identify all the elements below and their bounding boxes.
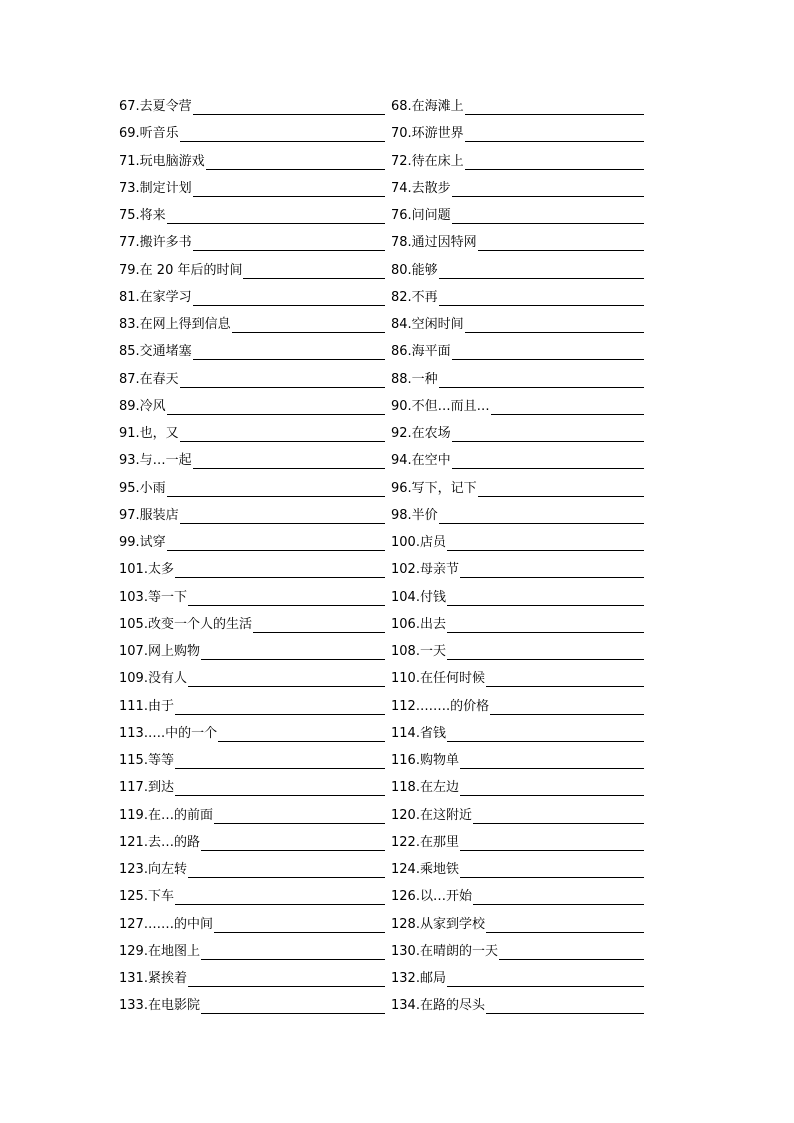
vocab-prompt: 77.搬许多书 bbox=[119, 235, 192, 251]
vocab-item-left bbox=[119, 313, 385, 333]
worksheet-row bbox=[0, 259, 794, 286]
vocab-prompt: 114.省钱 bbox=[391, 725, 446, 741]
answer-blank[interactable] bbox=[167, 483, 385, 497]
vocab-prompt: 79.在 20 年后的时间 bbox=[119, 262, 243, 278]
answer-blank[interactable] bbox=[175, 782, 385, 796]
vocab-prompt: 86.海平面 bbox=[391, 344, 451, 360]
worksheet-row bbox=[0, 940, 794, 967]
answer-blank[interactable] bbox=[499, 946, 644, 960]
vocab-item-left bbox=[119, 204, 385, 224]
vocab-item-left bbox=[119, 695, 385, 715]
vocab-prompt: 107.网上购物 bbox=[119, 644, 200, 659]
vocab-prompt: 73.制定计划 bbox=[119, 180, 192, 196]
vocab-prompt: 130.在晴朗的一天 bbox=[391, 943, 498, 959]
answer-blank[interactable] bbox=[167, 401, 385, 415]
answer-blank[interactable] bbox=[180, 510, 385, 524]
answer-blank[interactable] bbox=[447, 592, 644, 606]
answer-blank[interactable] bbox=[180, 128, 385, 142]
answer-blank[interactable] bbox=[175, 891, 385, 905]
vocab-item-left bbox=[119, 395, 385, 415]
answer-blank[interactable] bbox=[447, 728, 644, 742]
vocab-prompt: 133.在电影院 bbox=[119, 998, 200, 1014]
vocab-item-right bbox=[391, 177, 644, 197]
vocab-prompt: 95.小雨 bbox=[119, 480, 166, 496]
vocab-prompt: 119.在…的前面 bbox=[119, 807, 213, 823]
worksheet-row bbox=[0, 286, 794, 313]
worksheet-row bbox=[0, 667, 794, 694]
vocab-item-left bbox=[119, 885, 385, 905]
vocab-prompt: 101.太多 bbox=[119, 562, 174, 578]
vocab-prompt: 94.在空中 bbox=[391, 453, 451, 469]
vocab-item-right bbox=[391, 122, 644, 142]
answer-blank[interactable] bbox=[193, 455, 385, 469]
vocab-prompt: 83.在网上得到信息 bbox=[119, 317, 231, 332]
vocab-item-left bbox=[119, 831, 385, 851]
vocab-item-left bbox=[119, 231, 385, 251]
answer-blank[interactable] bbox=[447, 619, 644, 633]
vocab-prompt: 78.通过因特网 bbox=[391, 235, 477, 251]
vocab-prompt: 75.将来 bbox=[119, 208, 166, 223]
vocab-prompt: 116.购物单 bbox=[391, 753, 459, 768]
answer-blank[interactable] bbox=[465, 101, 644, 115]
vocab-prompt: 105.改变一个人的生活 bbox=[119, 616, 252, 632]
vocab-prompt: 134.在路的尽头 bbox=[391, 998, 485, 1014]
vocab-item-left bbox=[119, 749, 385, 769]
answer-blank[interactable] bbox=[486, 1000, 644, 1014]
vocab-item-right bbox=[391, 722, 644, 742]
vocab-item-right bbox=[391, 395, 644, 415]
answer-blank[interactable] bbox=[201, 1000, 385, 1014]
vocab-item-right bbox=[391, 913, 644, 933]
vocab-item-right bbox=[391, 422, 644, 442]
answer-blank[interactable] bbox=[486, 673, 644, 687]
vocab-prompt: 110.在任何时候 bbox=[391, 671, 485, 687]
vocab-prompt: 131.紧挨着 bbox=[119, 971, 187, 986]
vocab-item-right bbox=[391, 776, 644, 796]
vocab-prompt: 124.乘地铁 bbox=[391, 862, 459, 877]
answer-blank[interactable] bbox=[460, 755, 644, 769]
answer-blank[interactable] bbox=[188, 673, 385, 687]
vocab-prompt: 100.店员 bbox=[391, 535, 446, 550]
vocab-item-right bbox=[391, 286, 644, 306]
vocab-prompt: 74.去散步 bbox=[391, 180, 451, 196]
vocab-prompt: 69.听音乐 bbox=[119, 126, 179, 142]
vocab-item-left bbox=[119, 804, 385, 824]
vocab-prompt: 129.在地图上 bbox=[119, 943, 200, 959]
vocab-prompt: 127.……的中间 bbox=[119, 916, 213, 932]
answer-blank[interactable] bbox=[206, 156, 385, 170]
vocab-item-left bbox=[119, 858, 385, 878]
worksheet-row bbox=[0, 695, 794, 722]
worksheet-row bbox=[0, 177, 794, 204]
vocab-item-right bbox=[391, 259, 644, 279]
vocab-item-right bbox=[391, 749, 644, 769]
answer-blank[interactable] bbox=[465, 156, 644, 170]
vocab-prompt: 104.付钱 bbox=[391, 589, 446, 605]
answer-blank[interactable] bbox=[439, 374, 644, 388]
vocab-item-left bbox=[119, 776, 385, 796]
vocab-item-right bbox=[391, 640, 644, 660]
answer-blank[interactable] bbox=[447, 973, 644, 987]
worksheet-row bbox=[0, 613, 794, 640]
answer-blank[interactable] bbox=[473, 891, 644, 905]
answer-blank[interactable] bbox=[232, 319, 385, 333]
vocab-item-left bbox=[119, 967, 385, 987]
vocab-item-right bbox=[391, 504, 644, 524]
vocab-item-right bbox=[391, 831, 644, 851]
answer-blank[interactable] bbox=[201, 646, 385, 660]
vocab-item-right bbox=[391, 885, 644, 905]
vocab-prompt: 109.没有人 bbox=[119, 671, 187, 687]
worksheet-row bbox=[0, 994, 794, 1021]
vocab-prompt: 111.由于 bbox=[119, 698, 174, 714]
worksheet-row bbox=[0, 858, 794, 885]
answer-blank[interactable] bbox=[465, 319, 644, 333]
worksheet-row bbox=[0, 640, 794, 667]
vocab-prompt: 102.母亲节 bbox=[391, 562, 459, 578]
vocab-item-right bbox=[391, 858, 644, 878]
vocab-prompt: 72.待在床上 bbox=[391, 153, 464, 169]
vocab-prompt: 106.出去 bbox=[391, 616, 446, 632]
worksheet-row bbox=[0, 150, 794, 177]
vocab-prompt: 71.玩电脑游戏 bbox=[119, 153, 205, 169]
worksheet-row bbox=[0, 340, 794, 367]
vocab-prompt: 96.写下，记下 bbox=[391, 480, 477, 496]
answer-blank[interactable] bbox=[188, 864, 385, 878]
vocab-prompt: 84.空闲时间 bbox=[391, 317, 464, 332]
answer-blank[interactable] bbox=[491, 401, 644, 415]
answer-blank[interactable] bbox=[447, 537, 644, 551]
vocab-item-right bbox=[391, 558, 644, 578]
vocab-item-left bbox=[119, 558, 385, 578]
vocab-item-left bbox=[119, 368, 385, 388]
vocab-prompt: 93.与…一起 bbox=[119, 453, 192, 469]
worksheet-row bbox=[0, 967, 794, 994]
vocab-item-right bbox=[391, 695, 644, 715]
answer-blank[interactable] bbox=[253, 619, 385, 633]
answer-blank[interactable] bbox=[193, 346, 385, 360]
vocab-item-right bbox=[391, 667, 644, 687]
vocab-prompt: 82.不再 bbox=[391, 289, 438, 305]
answer-blank[interactable] bbox=[193, 101, 385, 115]
vocab-prompt: 123.向左转 bbox=[119, 862, 187, 877]
worksheet-row bbox=[0, 504, 794, 531]
worksheet-row bbox=[0, 722, 794, 749]
answer-blank[interactable] bbox=[175, 701, 385, 715]
vocab-item-right bbox=[391, 340, 644, 360]
vocab-prompt: 125.下车 bbox=[119, 889, 174, 905]
vocab-prompt: 121.去…的路 bbox=[119, 834, 200, 850]
vocab-item-right bbox=[391, 95, 644, 115]
worksheet-row bbox=[0, 531, 794, 558]
worksheet-row bbox=[0, 122, 794, 149]
worksheet-row bbox=[0, 449, 794, 476]
worksheet-row bbox=[0, 313, 794, 340]
vocab-item-right bbox=[391, 967, 644, 987]
vocab-prompt: 76.问问题 bbox=[391, 208, 451, 223]
answer-blank[interactable] bbox=[243, 265, 385, 279]
answer-blank[interactable] bbox=[439, 292, 644, 306]
vocab-prompt: 81.在家学习 bbox=[119, 289, 192, 305]
vocab-prompt: 99.试穿 bbox=[119, 535, 166, 550]
vocab-prompt: 87.在春天 bbox=[119, 371, 179, 387]
worksheet-row bbox=[0, 913, 794, 940]
vocab-prompt: 120.在这附近 bbox=[391, 807, 472, 823]
vocab-item-left bbox=[119, 95, 385, 115]
worksheet-row bbox=[0, 204, 794, 231]
worksheet-row bbox=[0, 749, 794, 776]
vocab-item-right bbox=[391, 449, 644, 469]
answer-blank[interactable] bbox=[452, 210, 644, 224]
answer-blank[interactable] bbox=[193, 292, 385, 306]
vocab-item-left bbox=[119, 259, 385, 279]
answer-blank[interactable] bbox=[167, 210, 385, 224]
vocab-prompt: 90.不但…而且… bbox=[391, 398, 490, 414]
vocab-prompt: 80.能够 bbox=[391, 262, 438, 278]
answer-blank[interactable] bbox=[180, 428, 385, 442]
answer-blank[interactable] bbox=[218, 728, 385, 742]
worksheet-row bbox=[0, 586, 794, 613]
answer-blank[interactable] bbox=[447, 646, 644, 660]
answer-blank[interactable] bbox=[214, 810, 385, 824]
vocab-item-right bbox=[391, 940, 644, 960]
answer-blank[interactable] bbox=[188, 592, 385, 606]
answer-blank[interactable] bbox=[188, 973, 385, 987]
vocab-item-right bbox=[391, 586, 644, 606]
vocab-item-left bbox=[119, 722, 385, 742]
vocab-item-left bbox=[119, 994, 385, 1014]
answer-blank[interactable] bbox=[452, 346, 644, 360]
worksheet-row bbox=[0, 885, 794, 912]
answer-blank[interactable] bbox=[486, 919, 644, 933]
vocab-item-right bbox=[391, 994, 644, 1014]
vocab-prompt: 70.环游世界 bbox=[391, 126, 464, 142]
answer-blank[interactable] bbox=[175, 564, 385, 578]
worksheet-row bbox=[0, 231, 794, 258]
vocab-prompt: 97.服装店 bbox=[119, 507, 179, 523]
worksheet-row bbox=[0, 558, 794, 585]
vocab-item-right bbox=[391, 804, 644, 824]
worksheet-row bbox=[0, 95, 794, 122]
vocab-prompt: 89.冷风 bbox=[119, 398, 166, 414]
answer-blank[interactable] bbox=[193, 183, 385, 197]
vocab-prompt: 92.在农场 bbox=[391, 426, 451, 441]
worksheet-row bbox=[0, 477, 794, 504]
vocab-item-left bbox=[119, 177, 385, 197]
worksheet-row bbox=[0, 395, 794, 422]
vocab-prompt: 128.从家到学校 bbox=[391, 916, 485, 932]
vocab-item-left bbox=[119, 940, 385, 960]
vocab-prompt: 126.以…开始 bbox=[391, 889, 472, 905]
worksheet-row bbox=[0, 422, 794, 449]
vocab-prompt: 118.在左边 bbox=[391, 780, 459, 796]
vocab-prompt: 85.交通堵塞 bbox=[119, 344, 192, 360]
answer-blank[interactable] bbox=[214, 919, 385, 933]
answer-blank[interactable] bbox=[439, 510, 644, 524]
answer-blank[interactable] bbox=[460, 837, 644, 851]
vocab-item-left bbox=[119, 477, 385, 497]
vocab-prompt: 68.在海滩上 bbox=[391, 99, 464, 114]
vocab-item-left bbox=[119, 913, 385, 933]
answer-blank[interactable] bbox=[452, 183, 644, 197]
answer-blank[interactable] bbox=[460, 864, 644, 878]
vocab-item-left bbox=[119, 286, 385, 306]
answer-blank[interactable] bbox=[201, 837, 385, 851]
vocab-item-left bbox=[119, 340, 385, 360]
worksheet-row bbox=[0, 368, 794, 395]
answer-blank[interactable] bbox=[465, 128, 644, 142]
answer-blank[interactable] bbox=[201, 946, 385, 960]
answer-blank[interactable] bbox=[167, 537, 385, 551]
vocab-prompt: 103.等一下 bbox=[119, 589, 187, 605]
vocab-item-right bbox=[391, 150, 644, 170]
answer-blank[interactable] bbox=[478, 237, 644, 251]
worksheet-row bbox=[0, 831, 794, 858]
vocab-item-left bbox=[119, 613, 385, 633]
vocab-item-left bbox=[119, 667, 385, 687]
vocab-item-right bbox=[391, 531, 644, 551]
answer-blank[interactable] bbox=[478, 483, 644, 497]
vocab-item-right bbox=[391, 204, 644, 224]
answer-blank[interactable] bbox=[452, 428, 644, 442]
vocab-prompt: 91.也，又 bbox=[119, 426, 179, 441]
vocab-prompt: 115.等等 bbox=[119, 753, 174, 768]
answer-blank[interactable] bbox=[439, 265, 644, 279]
vocab-prompt: 117.到达 bbox=[119, 780, 174, 796]
vocab-prompt: 122.在那里 bbox=[391, 834, 459, 850]
answer-blank[interactable] bbox=[180, 374, 385, 388]
vocab-prompt: 113.….中的一个 bbox=[119, 725, 218, 741]
answer-blank[interactable] bbox=[460, 564, 644, 578]
vocab-item-left bbox=[119, 422, 385, 442]
vocab-item-left bbox=[119, 122, 385, 142]
answer-blank[interactable] bbox=[193, 237, 385, 251]
vocab-item-left bbox=[119, 586, 385, 606]
answer-blank[interactable] bbox=[460, 782, 644, 796]
vocab-prompt: 132.邮局 bbox=[391, 971, 446, 986]
vocab-item-right bbox=[391, 231, 644, 251]
vocab-item-left bbox=[119, 150, 385, 170]
vocab-prompt: 108.一天 bbox=[391, 644, 446, 659]
vocab-item-right bbox=[391, 313, 644, 333]
vocab-item-right bbox=[391, 613, 644, 633]
answer-blank[interactable] bbox=[175, 755, 385, 769]
vocab-prompt: 98.半价 bbox=[391, 507, 438, 523]
vocab-prompt: 88.一种 bbox=[391, 371, 438, 387]
vocab-item-left bbox=[119, 504, 385, 524]
vocab-item-right bbox=[391, 477, 644, 497]
vocab-item-left bbox=[119, 449, 385, 469]
vocab-item-left bbox=[119, 640, 385, 660]
worksheet-row bbox=[0, 804, 794, 831]
vocab-item-left bbox=[119, 531, 385, 551]
answer-blank[interactable] bbox=[473, 810, 644, 824]
vocab-prompt: 112.…….的价格 bbox=[391, 698, 490, 714]
answer-blank[interactable] bbox=[490, 701, 644, 715]
worksheet-row bbox=[0, 776, 794, 803]
answer-blank[interactable] bbox=[452, 455, 644, 469]
vocab-item-right bbox=[391, 368, 644, 388]
vocab-prompt: 67.去夏令营 bbox=[119, 99, 192, 114]
